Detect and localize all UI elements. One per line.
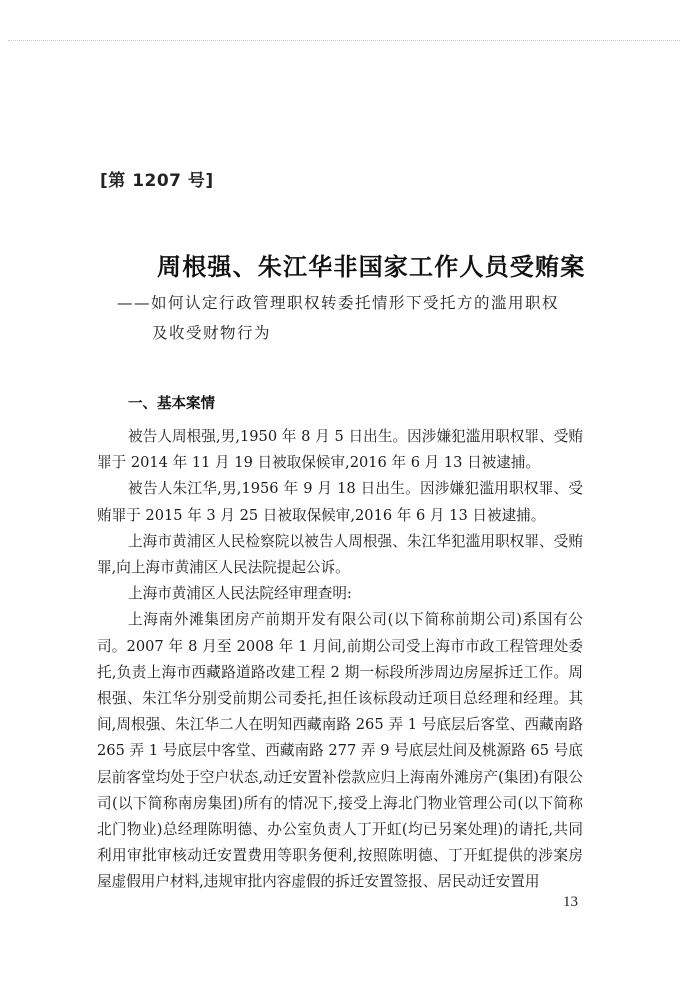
paragraph: 被告人朱江华,男,1956 年 9 月 18 日出生。因涉嫌犯滥用职权罪、受贿罪于 2015 年 3 月 25 日被取保候审,2016 年 6 月 13 日被逮捕。 [97, 480, 583, 524]
paragraph: 上海南外滩集团房产前期开发有限公司(以下简称前期公司)系国有公司。2007 年 8 月至 2008 年 1 月间,前期公司受上海市市政工程管理处委托,负责上海市西藏路道路改建工程 2 期一标段所涉周边房屋拆迁工作。周根强、朱江华分别受前期公司委托,担任该标段动迁项目总经理和经理。其间,周根强、朱江华二人在明知西藏南路 265 弄 1 号底层后客堂、西藏南路 265 弄 1 号底层中客堂、西藏南路 277 弄 9 号底层灶间及桃源路 65 号底层前客堂均处于空户状态,动迁安置补偿款应归上海南外滩房产(集团)有限公司(以下简称南房集团)所有的情况下,接受上海北门物业管理公司(以下简称北门物业)总经理陈明德、办公室负责人丁开虹(均已另案处理)的请托,共同利用审批审核动迁安置费用等职务便利,按照陈明德、丁开虹提供的涉案房屋虚假用户材料,违规审批内容虚假的拆迁安置签报、居民动迁安置用 [97, 611, 583, 891]
scan-artifact-line [8, 40, 680, 41]
page-number: 13 [563, 894, 578, 910]
body-text [97, 424, 583, 896]
case-number: [第 1207 号] [100, 171, 214, 191]
paragraph: 上海市黄浦区人民法院经审理查明: [128, 585, 352, 603]
document-title: 周根强、朱江华非国家工作人员受贿案 [157, 253, 586, 281]
subtitle-line-1: ——如何认定行政管理职权转委托情形下受托方的滥用职权 [117, 294, 560, 312]
section-heading: 一、基本案情 [128, 396, 215, 412]
paragraph: 上海市黄浦区人民检察院以被告人周根强、朱江华犯滥用职权罪、受贿罪,向上海市黄浦区人民法院提起公诉。 [97, 532, 583, 577]
paragraph: 被告人周根强,男,1950 年 8 月 5 日出生。因涉嫌犯滥用职权罪、受贿罪于 2014 年 11 月 19 日被取保候审,2016 年 6 月 13 日被逮捕。 [97, 428, 583, 472]
subtitle-line-2: 及收受财物行为 [152, 324, 272, 342]
